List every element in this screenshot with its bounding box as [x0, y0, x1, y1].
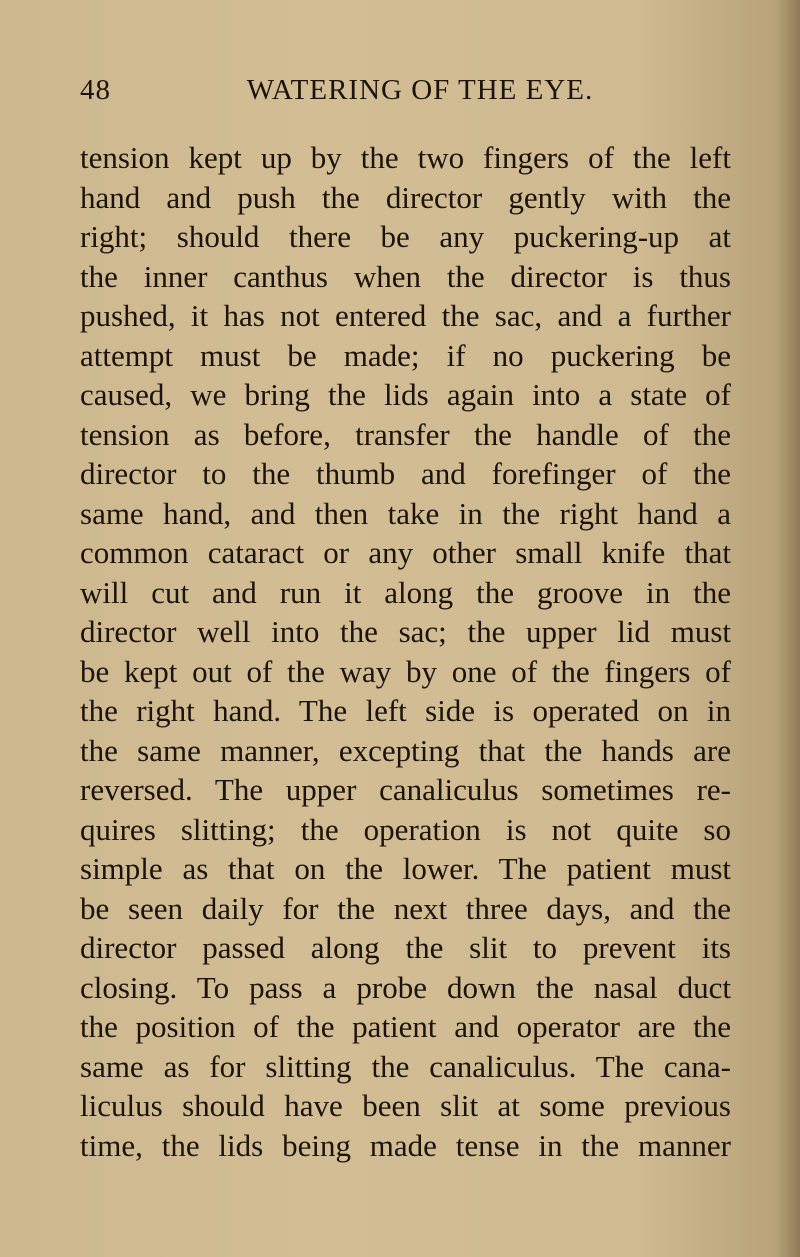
text-line: will cut and run it along the groove in the	[80, 574, 731, 610]
text-line: liculus should have been slit at some previous	[80, 1088, 731, 1123]
text-line: be kept out of the way by one of the fingers of	[80, 653, 731, 689]
text-line: the right hand. The left side is operated on in	[80, 693, 731, 728]
text-line: quires slitting; the operation is not quite so	[80, 811, 731, 847]
text-line: director passed along the slit to prevent its	[80, 930, 731, 965]
text-line: same as for slitting the canaliculus. The cana-	[80, 1048, 731, 1084]
page-header	[80, 74, 730, 114]
body-text	[80, 138, 731, 1165]
text-line: simple as that on the lower. The patient must	[80, 851, 731, 886]
text-line: reversed. The upper canaliculus sometimes re-	[80, 772, 731, 807]
text-line: caused, we bring the lids again into a state of	[80, 377, 731, 412]
text-line: tension kept up by the two fingers of the left	[80, 140, 731, 175]
text-line: the position of the patient and operator are the	[80, 1009, 731, 1044]
text-line: hand and push the director gently with the	[80, 179, 731, 215]
text-line: tension as before, transfer the handle of the	[80, 416, 731, 452]
text-line: right; should there be any puckering-up at	[80, 219, 731, 254]
page-number: 48	[80, 74, 111, 106]
text-line: the same manner, excepting that the hands are	[80, 732, 731, 768]
text-line: attempt must be made; if no puckering be	[80, 337, 731, 373]
text-line: time, the lids being made tense in the manner	[80, 1127, 731, 1163]
text-line: closing. To pass a probe down the nasal duct	[80, 969, 731, 1005]
text-line: be seen daily for the next three days, and the	[80, 890, 731, 926]
text-line: same hand, and then take in the right hand a	[80, 495, 731, 531]
text-line: the inner canthus when the director is thus	[80, 258, 731, 294]
text-line: director to the thumb and forefinger of the	[80, 456, 731, 491]
text-line: pushed, it has not entered the sac, and a further	[80, 298, 731, 333]
running-title: WATERING OF THE EYE.	[246, 74, 594, 106]
text-line: common cataract or any other small knife that	[80, 535, 731, 570]
text-line: director well into the sac; the upper lid must	[80, 614, 731, 649]
